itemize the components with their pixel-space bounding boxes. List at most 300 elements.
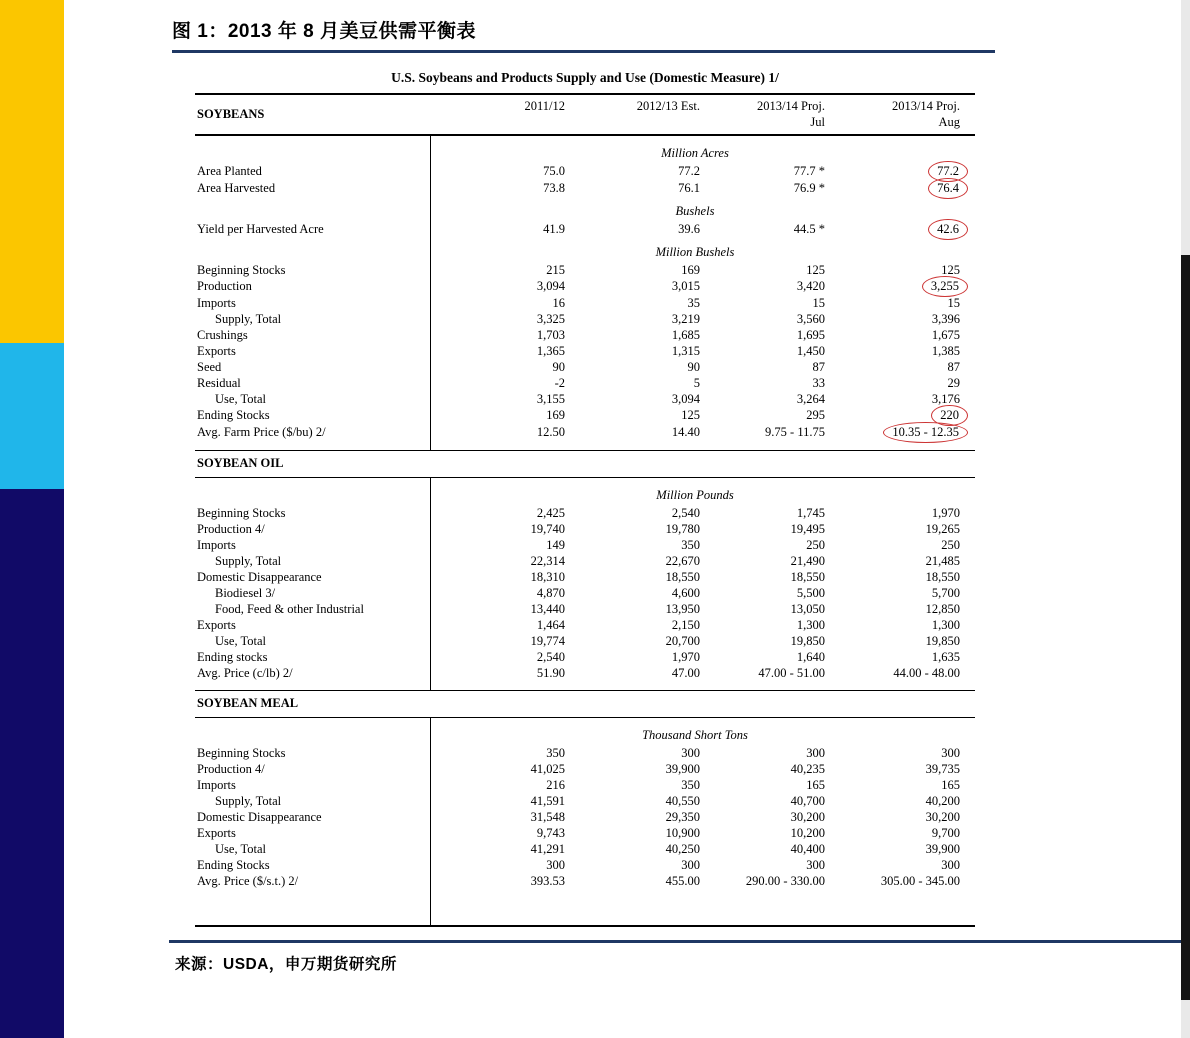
table-row bbox=[195, 777, 975, 793]
row-spacer bbox=[960, 537, 975, 553]
row-spacer bbox=[960, 375, 975, 391]
cell-value bbox=[700, 745, 825, 761]
cell-value bbox=[700, 633, 825, 649]
cell-value bbox=[430, 553, 565, 569]
cell-value bbox=[565, 521, 700, 537]
cell-value bbox=[565, 221, 700, 238]
cell-value bbox=[700, 359, 825, 375]
row-label: Beginning Stocks bbox=[197, 506, 286, 520]
value-text: 350 bbox=[681, 538, 700, 552]
table-row bbox=[195, 424, 975, 441]
value-text: 16 bbox=[552, 296, 565, 310]
value-text: 19,850 bbox=[790, 634, 825, 648]
cell-value bbox=[825, 311, 960, 327]
cell-value bbox=[825, 841, 960, 857]
circled-value: 77.2 bbox=[928, 161, 968, 182]
cell-value bbox=[565, 180, 700, 197]
value-text: 300 bbox=[681, 746, 700, 760]
footer-rule bbox=[169, 940, 1181, 943]
row-label: Exports bbox=[197, 344, 236, 358]
value-text: 3,560 bbox=[796, 312, 825, 326]
value-text: 10,200 bbox=[790, 826, 825, 840]
row-label: Avg. Price ($/s.t.) 2/ bbox=[197, 874, 299, 888]
value-text: 393.53 bbox=[530, 874, 565, 888]
table-row bbox=[195, 262, 975, 278]
value-text: 295 bbox=[806, 408, 825, 422]
unit-label: Million Pounds bbox=[656, 488, 734, 502]
value-text: 305.00 - 345.00 bbox=[880, 874, 960, 888]
table-row bbox=[195, 278, 975, 295]
value-text: 3,015 bbox=[671, 279, 700, 293]
table-row bbox=[195, 343, 975, 359]
row-spacer bbox=[960, 665, 975, 681]
unit-label: Bushels bbox=[675, 204, 715, 218]
cell-value bbox=[430, 585, 565, 601]
value-text: 39.6 bbox=[678, 222, 700, 236]
cell-value bbox=[825, 505, 960, 521]
value-text: 13,050 bbox=[790, 602, 825, 616]
value-text: 1,635 bbox=[931, 650, 960, 664]
cell-value bbox=[825, 649, 960, 665]
row-spacer bbox=[960, 841, 975, 857]
row-label: Production bbox=[197, 279, 252, 293]
value-text: 15 bbox=[947, 296, 960, 310]
row-spacer bbox=[960, 311, 975, 327]
cell-value bbox=[825, 163, 960, 180]
value-text: 1,970 bbox=[671, 650, 700, 664]
value-text: 1,685 bbox=[671, 328, 700, 342]
cell-value bbox=[565, 537, 700, 553]
unit-row bbox=[195, 728, 975, 743]
circled-value: 42.6 bbox=[928, 219, 968, 240]
value-text: 1,300 bbox=[931, 618, 960, 632]
table-row bbox=[195, 745, 975, 761]
value-text: 290.00 - 330.00 bbox=[745, 874, 825, 888]
row-label: Domestic Disappearance bbox=[197, 810, 322, 824]
cell-value bbox=[430, 343, 565, 359]
cell-value bbox=[430, 665, 565, 681]
cell-value bbox=[825, 537, 960, 553]
value-text: 76.9 * bbox=[793, 181, 825, 195]
cell-value bbox=[700, 505, 825, 521]
cell-value bbox=[430, 359, 565, 375]
row-spacer bbox=[960, 745, 975, 761]
cell-value bbox=[430, 391, 565, 407]
circled-value: 76.4 bbox=[928, 178, 968, 199]
row-label: Beginning Stocks bbox=[197, 746, 286, 760]
cell-value bbox=[700, 841, 825, 857]
row-spacer bbox=[960, 649, 975, 665]
cell-value bbox=[430, 327, 565, 343]
cell-value bbox=[825, 857, 960, 873]
row-spacer bbox=[960, 180, 975, 197]
value-text: 75.0 bbox=[543, 164, 565, 178]
value-text: 39,900 bbox=[925, 842, 960, 856]
table-row bbox=[195, 569, 975, 585]
value-text: 165 bbox=[806, 778, 825, 792]
row-label: Biodiesel 3/ bbox=[215, 586, 276, 600]
cell-value bbox=[430, 745, 565, 761]
value-text: 77.2 bbox=[678, 164, 700, 178]
row-spacer bbox=[960, 857, 975, 873]
cell-value bbox=[700, 857, 825, 873]
value-text: 44.5 * bbox=[793, 222, 825, 236]
cell-value bbox=[565, 777, 700, 793]
value-text: 40,400 bbox=[790, 842, 825, 856]
value-text: 41,291 bbox=[530, 842, 565, 856]
row-spacer bbox=[960, 761, 975, 777]
cell-value bbox=[565, 761, 700, 777]
table-row bbox=[195, 359, 975, 375]
circled-value: 220 bbox=[931, 405, 968, 426]
cell-value bbox=[700, 873, 825, 889]
row-spacer bbox=[960, 809, 975, 825]
figure-title: 图 1：2013 年 8 月美豆供需平衡表 bbox=[172, 21, 477, 42]
row-spacer bbox=[960, 633, 975, 649]
cell-value bbox=[700, 327, 825, 343]
cell-value bbox=[825, 569, 960, 585]
cell-value bbox=[430, 793, 565, 809]
row-spacer bbox=[960, 163, 975, 180]
row-label: Ending stocks bbox=[197, 650, 268, 664]
column-subheader-aug: Aug bbox=[938, 115, 960, 129]
value-text: 300 bbox=[806, 858, 825, 872]
value-text: 47.00 bbox=[671, 666, 700, 680]
row-spacer bbox=[960, 407, 975, 424]
table-body bbox=[195, 136, 975, 927]
cell-value bbox=[700, 809, 825, 825]
row-spacer bbox=[960, 424, 975, 441]
value-text: 2,425 bbox=[536, 506, 565, 520]
cell-value bbox=[825, 553, 960, 569]
cell-value bbox=[430, 569, 565, 585]
value-text: 4,870 bbox=[536, 586, 565, 600]
value-text: 15 bbox=[812, 296, 825, 310]
cell-value bbox=[700, 649, 825, 665]
cell-value bbox=[565, 375, 700, 391]
cell-value bbox=[825, 407, 960, 424]
value-text: 1,315 bbox=[671, 344, 700, 358]
cell-value bbox=[565, 873, 700, 889]
column-subheader-jul: Jul bbox=[810, 115, 825, 129]
value-text: 41,591 bbox=[530, 794, 565, 808]
cell-value bbox=[825, 665, 960, 681]
value-text: 125 bbox=[681, 408, 700, 422]
value-text: 5,500 bbox=[796, 586, 825, 600]
row-label: Domestic Disappearance bbox=[197, 570, 322, 584]
cell-value bbox=[825, 761, 960, 777]
value-text: 2,150 bbox=[671, 618, 700, 632]
cell-value bbox=[565, 601, 700, 617]
accent-block-navy bbox=[0, 489, 64, 1038]
value-text: 1,695 bbox=[796, 328, 825, 342]
row-label: Imports bbox=[197, 538, 236, 552]
cell-value bbox=[825, 777, 960, 793]
accent-block-cyan bbox=[0, 343, 64, 489]
table-row bbox=[195, 601, 975, 617]
table-row bbox=[195, 375, 975, 391]
value-text: 13,440 bbox=[530, 602, 565, 616]
table-row bbox=[195, 617, 975, 633]
section-rows bbox=[195, 136, 975, 450]
cell-value bbox=[565, 391, 700, 407]
unit-row bbox=[195, 146, 975, 161]
cell-value bbox=[565, 327, 700, 343]
value-text: 47.00 - 51.00 bbox=[758, 666, 825, 680]
value-text: 3,094 bbox=[536, 279, 565, 293]
cell-value bbox=[825, 745, 960, 761]
row-spacer bbox=[960, 601, 975, 617]
cell-value bbox=[565, 359, 700, 375]
cell-value bbox=[700, 180, 825, 197]
value-text: 13,950 bbox=[665, 602, 700, 616]
value-text: 18,550 bbox=[665, 570, 700, 584]
value-text: 33 bbox=[812, 376, 825, 390]
cell-value bbox=[700, 278, 825, 295]
row-spacer bbox=[960, 221, 975, 238]
source-text: 来源：USDA，申万期货研究所 bbox=[175, 955, 397, 973]
row-spacer bbox=[960, 793, 975, 809]
value-text: 350 bbox=[681, 778, 700, 792]
circled-value: 3,255 bbox=[922, 276, 968, 297]
value-text: 9,743 bbox=[536, 826, 565, 840]
cell-value bbox=[700, 407, 825, 424]
value-text: 22,670 bbox=[665, 554, 700, 568]
cell-value bbox=[565, 665, 700, 681]
cell-value bbox=[430, 375, 565, 391]
value-text: 300 bbox=[681, 858, 700, 872]
value-text: 29,350 bbox=[665, 810, 700, 824]
value-text: 20,700 bbox=[665, 634, 700, 648]
table-row bbox=[195, 793, 975, 809]
section-rows bbox=[195, 478, 975, 690]
row-spacer bbox=[960, 553, 975, 569]
cell-value bbox=[565, 745, 700, 761]
row-spacer bbox=[960, 278, 975, 295]
cell-value bbox=[565, 295, 700, 311]
value-text: 90 bbox=[687, 360, 700, 374]
row-label: Supply, Total bbox=[215, 794, 282, 808]
cell-value bbox=[565, 163, 700, 180]
value-text: 169 bbox=[546, 408, 565, 422]
cell-value bbox=[430, 761, 565, 777]
value-text: 1,464 bbox=[536, 618, 565, 632]
value-text: 41,025 bbox=[530, 762, 565, 776]
cell-value bbox=[430, 873, 565, 889]
value-text: 30,200 bbox=[790, 810, 825, 824]
row-spacer bbox=[960, 343, 975, 359]
value-text: 350 bbox=[546, 746, 565, 760]
scrollbar-thumb[interactable] bbox=[1181, 255, 1190, 1000]
table-row bbox=[195, 311, 975, 327]
value-text: 19,265 bbox=[925, 522, 960, 536]
table-row bbox=[195, 521, 975, 537]
table-row bbox=[195, 505, 975, 521]
value-text: 40,250 bbox=[665, 842, 700, 856]
cell-value bbox=[825, 521, 960, 537]
cell-value bbox=[825, 327, 960, 343]
section-rows bbox=[195, 718, 975, 925]
table-row bbox=[195, 295, 975, 311]
cell-value bbox=[825, 633, 960, 649]
row-label: Beginning Stocks bbox=[197, 263, 286, 277]
value-text: 300 bbox=[806, 746, 825, 760]
cell-value bbox=[700, 295, 825, 311]
value-text: 40,200 bbox=[925, 794, 960, 808]
cell-value bbox=[565, 585, 700, 601]
value-text: 5 bbox=[693, 376, 700, 390]
value-text: 30,200 bbox=[925, 810, 960, 824]
section-header bbox=[195, 690, 975, 718]
cell-value bbox=[700, 617, 825, 633]
cell-value bbox=[700, 262, 825, 278]
table-row bbox=[195, 809, 975, 825]
unit-row bbox=[195, 488, 975, 503]
cell-value bbox=[825, 793, 960, 809]
table-row bbox=[195, 857, 975, 873]
table-row bbox=[195, 180, 975, 197]
value-text: 3,094 bbox=[671, 392, 700, 406]
value-text: 216 bbox=[546, 778, 565, 792]
row-spacer bbox=[960, 873, 975, 889]
cell-value bbox=[825, 359, 960, 375]
cell-value bbox=[430, 633, 565, 649]
row-label: Yield per Harvested Acre bbox=[197, 222, 324, 236]
supply-use-table bbox=[195, 70, 975, 927]
value-text: 39,900 bbox=[665, 762, 700, 776]
value-text: 10,900 bbox=[665, 826, 700, 840]
row-spacer bbox=[960, 505, 975, 521]
content-area bbox=[172, 0, 1012, 974]
cell-value bbox=[565, 407, 700, 424]
value-text: 9.75 - 11.75 bbox=[765, 425, 825, 439]
value-text: 1,970 bbox=[931, 506, 960, 520]
cell-value bbox=[430, 505, 565, 521]
table-row bbox=[195, 391, 975, 407]
cell-value bbox=[565, 617, 700, 633]
value-text: 44.00 - 48.00 bbox=[893, 666, 960, 680]
cell-value bbox=[825, 601, 960, 617]
cell-value bbox=[565, 505, 700, 521]
cell-value bbox=[700, 777, 825, 793]
row-spacer bbox=[960, 825, 975, 841]
cell-value bbox=[700, 343, 825, 359]
column-header-2013-14-aug: 2013/14 Proj. bbox=[891, 99, 960, 113]
accent-block-yellow bbox=[0, 0, 64, 343]
row-spacer bbox=[960, 262, 975, 278]
value-text: 40,235 bbox=[790, 762, 825, 776]
value-text: 125 bbox=[941, 263, 960, 277]
unit-label: Thousand Short Tons bbox=[642, 728, 748, 742]
cell-value bbox=[565, 649, 700, 665]
cell-value bbox=[825, 343, 960, 359]
value-text: 1,675 bbox=[931, 328, 960, 342]
value-text: 76.1 bbox=[678, 181, 700, 195]
cell-value bbox=[825, 617, 960, 633]
row-label: Use, Total bbox=[215, 392, 266, 406]
value-text: 19,850 bbox=[925, 634, 960, 648]
row-label: Imports bbox=[197, 296, 236, 310]
cell-value bbox=[430, 777, 565, 793]
cell-value bbox=[565, 343, 700, 359]
cell-value bbox=[700, 601, 825, 617]
cell-value bbox=[700, 375, 825, 391]
value-text: 3,155 bbox=[536, 392, 565, 406]
cell-value bbox=[700, 665, 825, 681]
cell-value bbox=[700, 553, 825, 569]
cell-value bbox=[700, 569, 825, 585]
cell-value bbox=[430, 311, 565, 327]
table-row bbox=[195, 163, 975, 180]
value-text: 87 bbox=[947, 360, 960, 374]
cell-value bbox=[430, 649, 565, 665]
value-text: 215 bbox=[546, 263, 565, 277]
row-label: Production 4/ bbox=[197, 522, 265, 536]
cell-value bbox=[430, 857, 565, 873]
cell-value bbox=[700, 793, 825, 809]
value-text: 1,450 bbox=[796, 344, 825, 358]
value-text: 149 bbox=[546, 538, 565, 552]
value-text: 21,485 bbox=[925, 554, 960, 568]
value-text: 77.7 * bbox=[793, 164, 825, 178]
cell-value bbox=[430, 841, 565, 857]
row-spacer bbox=[960, 521, 975, 537]
cell-value bbox=[565, 569, 700, 585]
cell-value bbox=[565, 311, 700, 327]
value-text: 3,176 bbox=[931, 392, 960, 406]
cell-value bbox=[565, 424, 700, 441]
row-spacer bbox=[960, 327, 975, 343]
value-text: 90 bbox=[552, 360, 565, 374]
cell-value bbox=[825, 585, 960, 601]
value-text: 51.90 bbox=[536, 666, 565, 680]
cell-value bbox=[430, 617, 565, 633]
cell-value bbox=[565, 278, 700, 295]
row-label: Food, Feed & other Industrial bbox=[215, 602, 364, 616]
row-label: Supply, Total bbox=[215, 312, 282, 326]
value-text: 12,850 bbox=[925, 602, 960, 616]
cell-value bbox=[825, 809, 960, 825]
row-label: Exports bbox=[197, 618, 236, 632]
row-label: Area Planted bbox=[197, 164, 262, 178]
cell-value bbox=[565, 553, 700, 569]
row-spacer bbox=[960, 359, 975, 375]
cell-value bbox=[565, 793, 700, 809]
value-text: 1,745 bbox=[796, 506, 825, 520]
value-text: 3,219 bbox=[671, 312, 700, 326]
row-label: Residual bbox=[197, 376, 241, 390]
value-text: 3,325 bbox=[536, 312, 565, 326]
cell-value bbox=[700, 537, 825, 553]
value-text: 5,700 bbox=[931, 586, 960, 600]
table-row bbox=[195, 633, 975, 649]
value-text: 41.9 bbox=[543, 222, 565, 236]
cell-value bbox=[430, 825, 565, 841]
cell-value bbox=[700, 391, 825, 407]
column-header-2012-13: 2012/13 Est. bbox=[636, 99, 700, 113]
cell-value bbox=[565, 825, 700, 841]
value-text: 31,548 bbox=[530, 810, 565, 824]
value-text: 21,490 bbox=[790, 554, 825, 568]
value-text: 14.40 bbox=[671, 425, 700, 439]
cell-value bbox=[565, 633, 700, 649]
value-text: 19,774 bbox=[530, 634, 565, 648]
value-text: 1,365 bbox=[536, 344, 565, 358]
value-text: 22,314 bbox=[530, 554, 565, 568]
value-text: 300 bbox=[941, 858, 960, 872]
value-text: 1,640 bbox=[796, 650, 825, 664]
cell-value bbox=[700, 424, 825, 441]
